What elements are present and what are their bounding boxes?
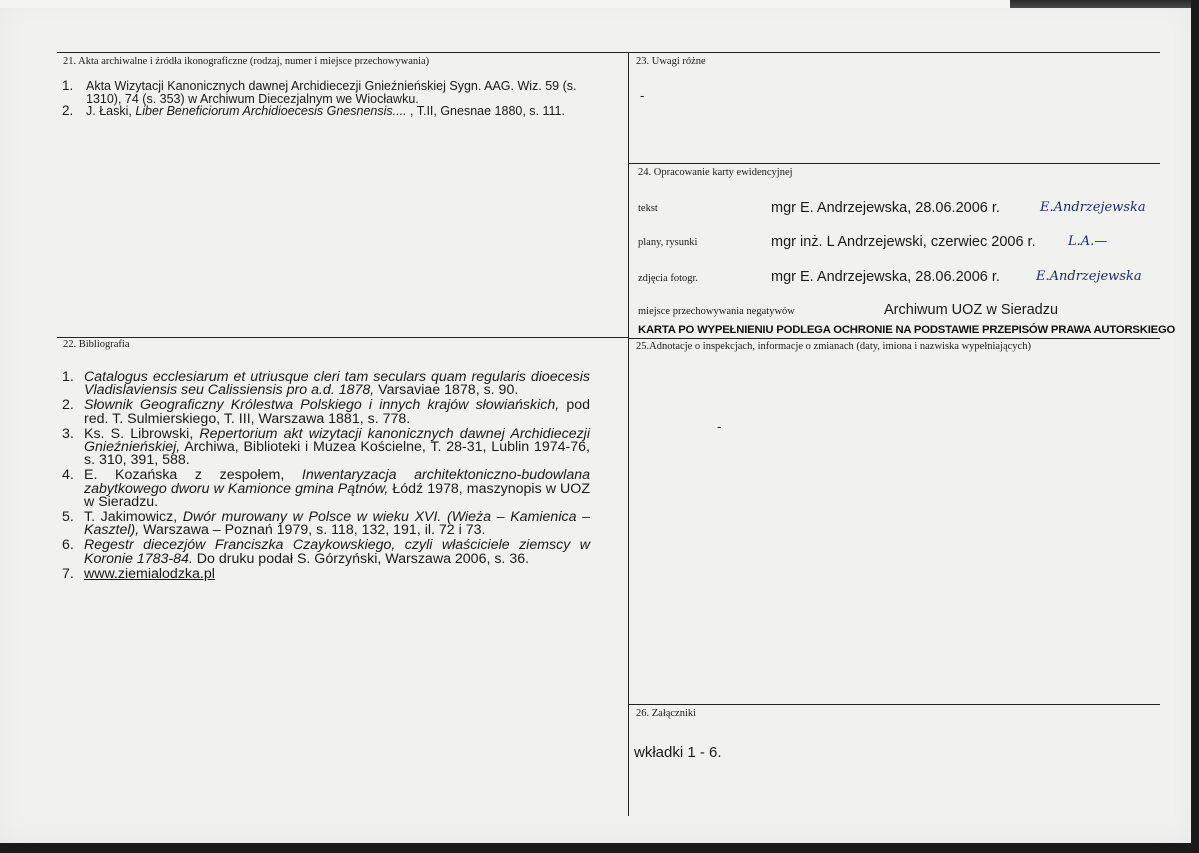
section25-value: - [717, 419, 722, 434]
scan-edge-bottom [0, 843, 1199, 853]
negatives-label: miejsce przechowywania negatywów [638, 306, 795, 317]
list-item [62, 80, 608, 105]
row-label-text: tekst [638, 203, 658, 214]
item-title: Regestr diecezjów Franciszka Czaykowskiego, czyli właściciele ziemscy w Koronie 1783-84. [84, 537, 590, 567]
row-label-photos: zdjęcia fotogr. [638, 273, 699, 284]
row-label-plans: plany, rysunki [638, 237, 698, 248]
negatives-value: Archiwum UOZ w Sieradzu [884, 302, 1059, 318]
item-number: 2. [62, 103, 74, 118]
list-item [62, 105, 608, 118]
section23-value: - [640, 88, 645, 103]
list-item [62, 425, 590, 469]
item-title: Słownik Geograficzny Królestwa Polskiego i innych krajów słowiańskich, [84, 397, 560, 414]
list-item [62, 371, 590, 397]
item-text: , T.II, Gnesnae 1880, s. 111. [406, 104, 565, 118]
archival-sources-list [62, 80, 608, 118]
item-number: 5. [62, 509, 74, 526]
signature-plans: L.A.— [1068, 234, 1108, 249]
item-number: 1. [62, 369, 74, 385]
section26-header: 26. Załączniki [636, 708, 697, 719]
bibliography-list [62, 371, 590, 583]
item-title: Dwór murowany w Polsce w wieku XVI. (Wieża – Kamienica – Kasztel), [84, 509, 590, 539]
item-title: Repertorium akt wizytacji kanonicznych dawnej Archidiecezji Gnieźnieńskiej, [84, 425, 590, 456]
list-item [62, 469, 590, 509]
item-number: 1. [62, 78, 74, 93]
item-number: 6. [62, 537, 74, 554]
item-text: pod red. T. Sulmierskiego, T. III, Warszawa 1881, s. 778. [84, 397, 590, 427]
website-link[interactable]: www.ziemialodzka.pl [84, 565, 215, 582]
scan-edge-right [1191, 0, 1199, 853]
row-value-text: mgr E. Andrzejewska, 28.06.2006 r. [771, 200, 1000, 216]
item-text: Ks. S. Librowski, [84, 425, 200, 442]
signature-text: E.Andrzejewska [1040, 200, 1146, 215]
item-title: Catalogus ecclesiarum et utriusque cleri tam seculars quam regularis dioecesis Vladislaviensis seu Calissiensis pro a.d. 1878, [84, 369, 590, 399]
mid-rule-right [629, 338, 1160, 339]
item-text: Archiwa, Biblioteki i Muzea Kościelne, T. 28-31, Lublin 1974-76, s. 310, 391, 588. [84, 439, 590, 469]
section21-header: 21. Akta archiwalne i źródła ikonograficzne (rodzaj, numer i miejsce przechowywania) [63, 56, 430, 67]
mid-rule-left [57, 337, 628, 338]
item-text: Warszawa – Poznań 1979, s. 118, 132, 191, il. 72 i 73. [139, 522, 486, 539]
list-item [62, 565, 590, 582]
item-title: Inwentaryzacja architektoniczno-budowlana zabytkowego dworu w Kamionce gmina Pątnów, [84, 467, 590, 497]
rule-24 [629, 163, 1160, 164]
attachments-value: wkładki 1 - 6. [634, 744, 722, 761]
list-item [62, 399, 590, 425]
item-text: J. Łaski, [86, 104, 136, 118]
row-value-plans: mgr inż. L Andrzejewski, czerwiec 2006 r. [771, 234, 1036, 250]
item-number: 3. [62, 425, 74, 442]
center-divider [628, 52, 629, 816]
item-text: Varsaviae 1878, s. 90. [374, 382, 519, 399]
item-text: E. Kozańska z zespołem, [84, 467, 302, 484]
section23-header: 23. Uwagi różne [636, 56, 706, 67]
item-title: Liber Beneficiorum Archidioecesis Gnesnensis.... [135, 104, 407, 118]
section24-header: 24. Opracowanie karty ewidencyjnej [638, 167, 793, 178]
top-rule [57, 52, 1160, 53]
copyright-note: KARTA PO WYPEŁNIENIU PODLEGA OCHRONIE NA PODSTAWIE PRZEPISÓW PRAWA AUTORSKIEGO [638, 324, 1176, 336]
section22-header: 22. Bibliografia [63, 339, 130, 350]
item-text: Akta Wizytacji Kanonicznych dawnej Archidiecezji Gnieźnieńskiej Sygn. AAG. Wiz. 59 (s. 1310), 74 (s. 353) w Archiwum Diecezjalnym we Wiocławku. [86, 79, 577, 106]
item-number: 7. [62, 565, 74, 582]
item-text: T. Jakimowicz, [84, 509, 183, 526]
signature-photos: E.Andrzejewska [1036, 269, 1142, 284]
scan-edge-top [0, 0, 1199, 8]
list-item [62, 539, 590, 565]
rule-26 [629, 704, 1160, 705]
item-text: Łódź 1978, maszynopis w UOZ w Sieradzu. [84, 480, 591, 510]
section25-header: 25.Adnotacje o inspekcjach, informacje o zmianach (daty, imiona i nazwiska wypełniających) [636, 341, 1031, 352]
item-number: 4. [62, 467, 74, 484]
item-text: Do druku podał S. Górzyński, Warszawa 2006, s. 36. [192, 550, 530, 567]
row-value-photos: mgr E. Andrzejewska, 28.06.2006 r. [771, 269, 1000, 285]
list-item [62, 511, 590, 537]
item-number: 2. [62, 397, 74, 414]
